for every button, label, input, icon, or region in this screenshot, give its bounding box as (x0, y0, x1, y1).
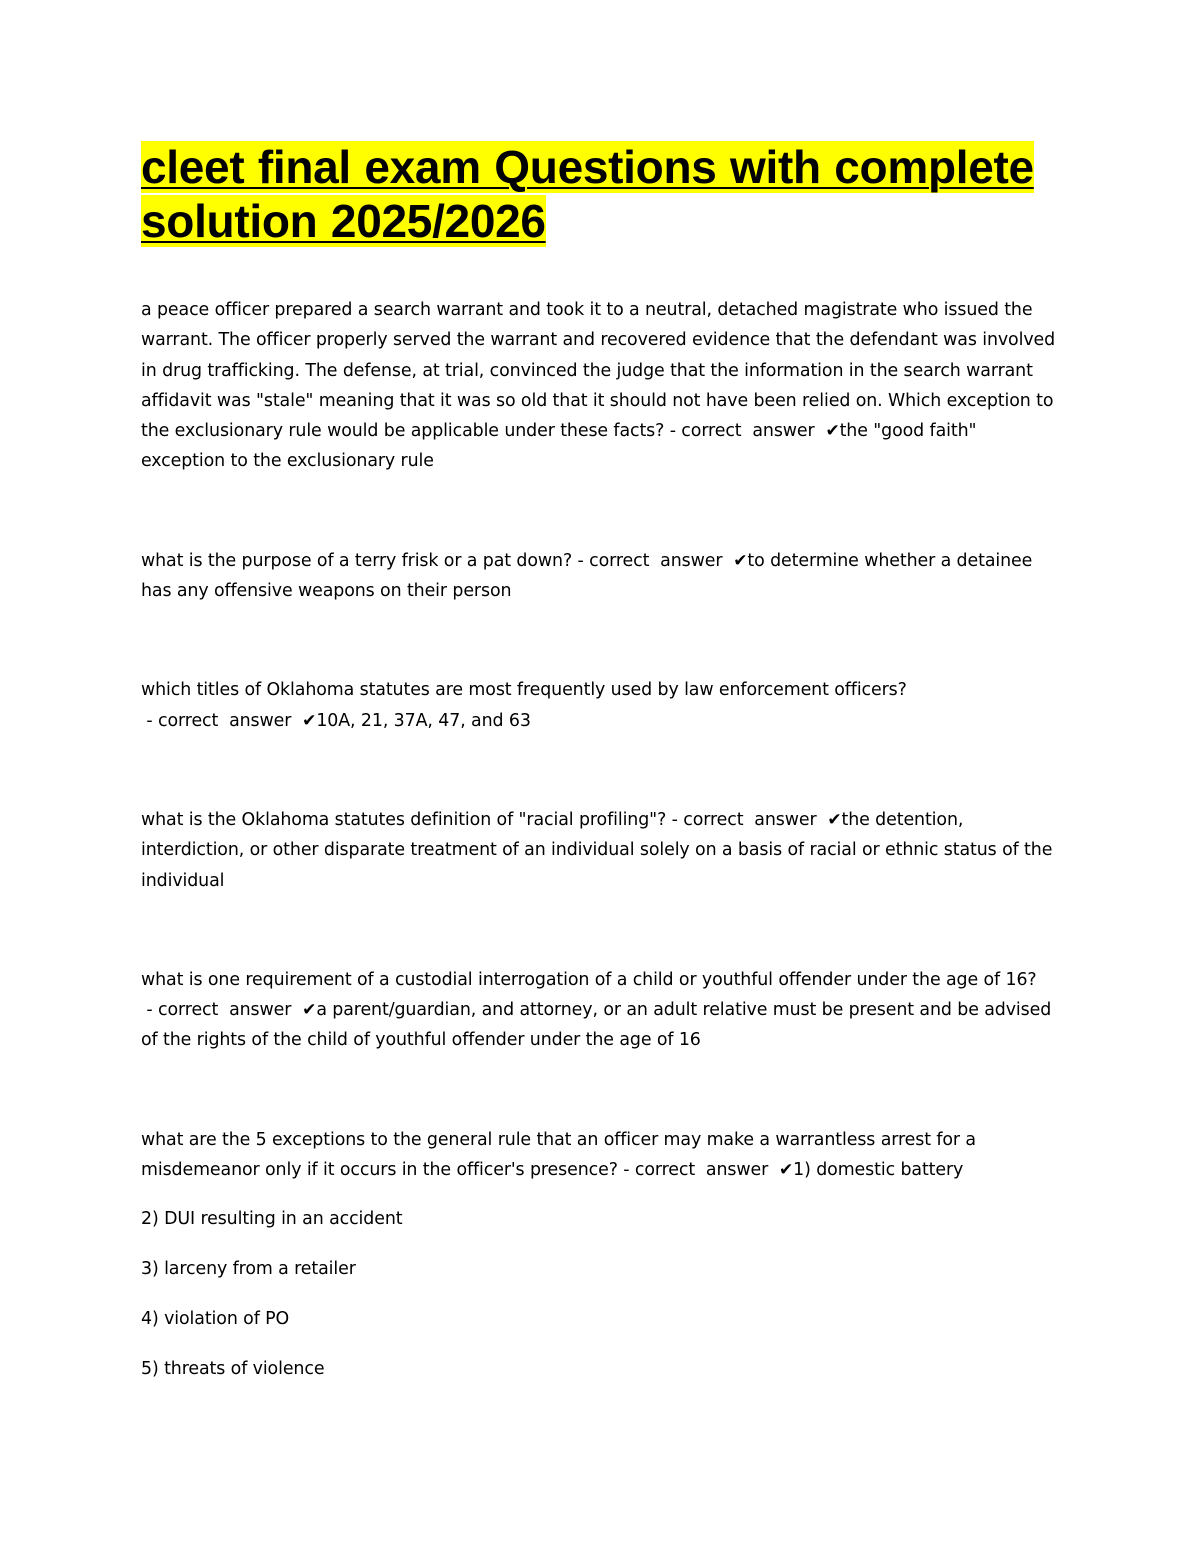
question-text: what are the 5 exceptions to the general rule that an officer may make a warrantless arrest for a misdemeanor only if it occurs in the officer's presence? (141, 1129, 976, 1181)
answer-list-item: 2) DUI resulting in an accident (141, 1209, 403, 1230)
answer-list-item: 5) threats of violence (141, 1358, 325, 1379)
answer-separator: - correct answer (141, 710, 303, 731)
check-mark-icon: ✔ (302, 1000, 317, 1021)
qa-item (141, 1125, 1061, 1186)
check-mark-icon: ✔ (827, 809, 842, 830)
qa-item (141, 965, 1061, 1056)
check-mark-icon: ✔ (825, 421, 840, 442)
check-mark-icon: ✔ (302, 710, 317, 731)
question-text: a peace officer prepared a search warrant and took it to a neutral, detached magistrate who issued the warrant. The officer properly served the warrant and recovered evidence that the defendant was involved in drug trafficking. The defense, at trial, convinced the judge that the information in the search warrant affidavit was "stale" meaning that it was so old that it should not have been relied on. Which exception to the exclusionary rule would be applicable under these facts? (141, 300, 1056, 442)
check-mark-icon: ✔ (779, 1160, 794, 1181)
answer-list-item: 4) violation of PO (141, 1308, 290, 1329)
answer-continuation-list (141, 1204, 1061, 1384)
check-mark-icon: ✔ (733, 550, 748, 571)
document-content (141, 140, 1061, 1384)
question-text: what is the purpose of a terry frisk or a pat down? (141, 550, 573, 571)
document-title (141, 140, 1061, 248)
question-text: which titles of Oklahoma statutes are most frequently used by law enforcement officers? (141, 680, 907, 701)
answer-text: a parent/guardian, and attorney, or an adult relative must be present and be advised of the rights of the child of youthful offender under the age of 16 (141, 1000, 1052, 1051)
qa-item (141, 675, 1061, 736)
answer-text: the "good faith" exception to the exclusionary rule (141, 421, 977, 472)
answer-list-item: 3) larceny from a retailer (141, 1259, 356, 1280)
answer-separator: - correct answer (572, 550, 734, 571)
qa-item (141, 546, 1061, 607)
answer-separator: - correct answer (141, 1000, 303, 1021)
answer-separator: - correct answer (617, 1160, 779, 1181)
answer-text: to determine whether a detainee has any offensive weapons on their person (141, 550, 1033, 602)
qa-item (141, 295, 1061, 477)
answer-text: the detention, interdiction, or other disparate treatment of an individual solely on a basis of racial or ethnic status of the individual (141, 809, 1053, 891)
title-highlight: cleet final exam Questions with complete solution 2025/2026 (141, 141, 1034, 247)
qa-list (141, 295, 1061, 1384)
qa-item (141, 805, 1061, 896)
answer-text: 10A, 21, 37A, 47, and 63 (316, 710, 531, 731)
question-text: what is one requirement of a custodial interrogation of a child or youthful offender under the age of 16? (141, 969, 1037, 990)
answer-separator: - correct answer (666, 809, 828, 830)
question-text: what is the Oklahoma statutes definition of "racial profiling"? (141, 809, 667, 830)
answer-text: 1) domestic battery (793, 1160, 964, 1181)
answer-separator: - correct answer (664, 421, 826, 442)
